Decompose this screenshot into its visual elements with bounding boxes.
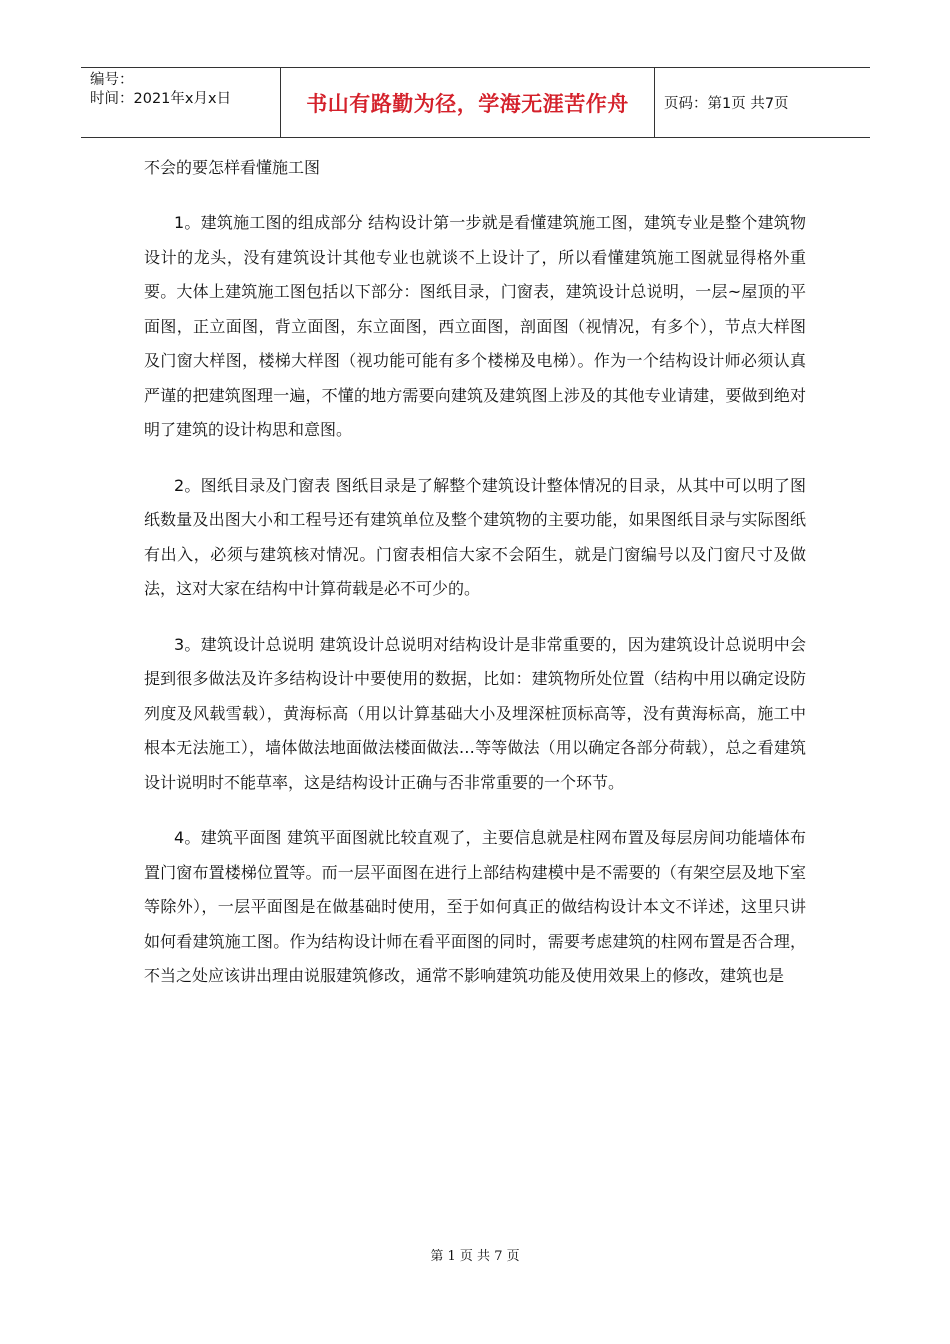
page-footer — [0, 1245, 950, 1264]
paragraph-3: 3。建筑设计总说明 建筑设计总说明对结构设计是非常重要的，因为建筑设计总说明中会提到很多做法及许多结构设计中要使用的数据，比如：建筑物所处位置（结构中用以确定设防列度及风载雪载），黄海标高（用以计算基础大小及埋深桩顶标高等，没有黄海标高，施工中根本无法施工），墙体做法地面做法楼面做法…等等做法（用以确定各部分荷载），总之看建筑设计说明时不能草率，这是结构设计正确与否非常重要的一个环节。 — [144, 634, 806, 792]
paragraph-2: 2。图纸目录及门窗表 图纸目录是了解整个建筑设计整体情况的目录，从其中可以明了图纸数量及出图大小和工程号还有建筑单位及整个建筑物的主要功能，如果图纸目录与实际图纸有出入，必须与建筑核对情况。门窗表相信大家不会陌生，就是门窗编号以及门窗尺寸及做法，这对大家在结构中计算荷载是必不可少的。 — [144, 475, 806, 598]
document-body — [144, 146, 806, 994]
header-page-code — [655, 68, 870, 137]
number-label: 编号： — [90, 72, 134, 88]
page-code-text: 页码：第1页 共7页 — [664, 96, 789, 112]
header-motto — [281, 68, 655, 137]
motto-text: 书山有路勤为径，学海无涯苦作舟 — [306, 91, 629, 116]
header-meta — [81, 68, 281, 137]
document-title: 不会的要怎样看懂施工图 — [144, 158, 321, 177]
paragraph-1: 1。建筑施工图的组成部分 结构设计第一步就是看懂建筑施工图，建筑专业是整个建筑物设计的龙头，没有建筑设计其他专业也就谈不上设计了，所以看懂建筑施工图就显得格外重要。大体上建筑施工图包括以下部分：图纸目录，门窗表，建筑设计总说明，一层~屋顶的平面图，正立面图，背立面图，东立面图，西立面图，剖面图（视情况，有多个），节点大样图及门窗大样图，楼梯大样图（视功能可能有多个楼梯及电梯）。作为一个结构设计师必须认真严谨的把建筑图理一遍，不懂的地方需要向建筑及建筑图上涉及的其他专业请建，要做到绝对明了建筑的设计构思和意图。 — [144, 213, 806, 439]
footer-page-label: 第 1 页 共 7 页 — [430, 1249, 520, 1264]
document-header — [81, 67, 870, 138]
time-label: 时间：2021年x月x日 — [90, 91, 232, 107]
paragraph-4: 4。建筑平面图 建筑平面图就比较直观了，主要信息就是柱网布置及每层房间功能墙体布置门窗布置楼梯位置等。而一层平面图在进行上部结构建模中是不需要的（有架空层及地下室等除外），一层平面图是在做基础时使用，至于如何真正的做结构设计本文不详述，这里只讲如何看建筑施工图。作为结构设计师在看平面图的同时，需要考虑建筑的柱网布置是否合理，不当之处应该讲出理由说服建筑修改，通常不影响建筑功能及使用效果上的修改，建筑也是 — [144, 828, 806, 985]
